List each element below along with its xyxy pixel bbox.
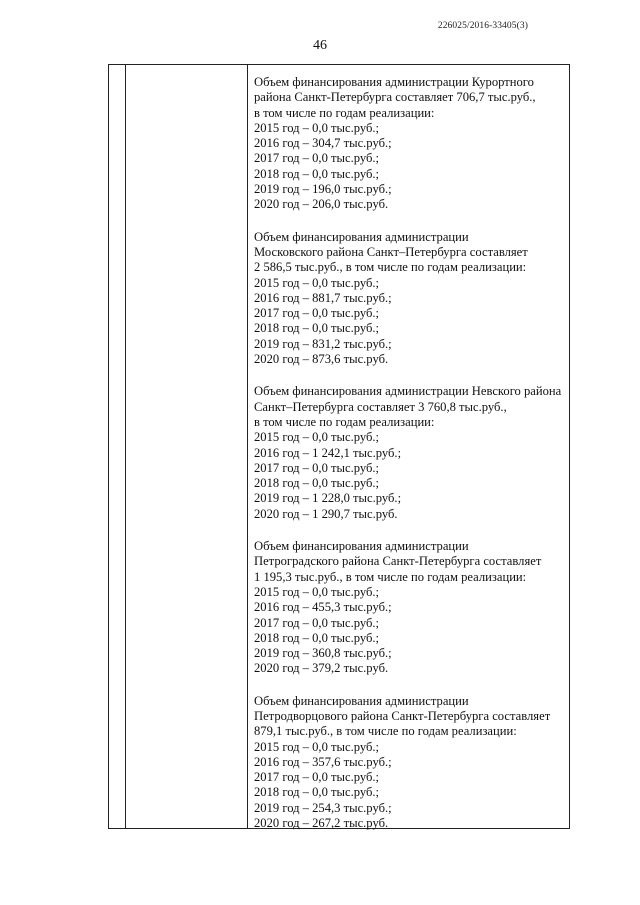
block-intro-line: 1 195,3 тыс.руб., в том числе по годам реализации:: [254, 569, 527, 584]
block-intro-line: Санкт–Петербурга составляет 3 760,8 тыс.руб.,: [254, 399, 507, 414]
year-line: 2017 год – 0,0 тыс.руб.;: [254, 460, 380, 475]
column-divider-2: [247, 65, 248, 828]
block-intro-line: 2 586,5 тыс.руб., в том числе по годам реализации:: [254, 260, 527, 275]
year-line: 2018 год – 0,0 тыс.руб.;: [254, 166, 380, 181]
year-line: 2016 год – 881,7 тыс.руб.;: [254, 290, 392, 305]
year-line: 2020 год – 1 290,7 тыс.руб.: [254, 506, 398, 521]
year-line: 2019 год – 196,0 тыс.руб.;: [254, 182, 392, 197]
page-number: 46: [313, 38, 327, 53]
block-intro-line: района Санкт-Петербурга составляет 706,7 тыс.руб.,: [254, 90, 536, 105]
funding-block-nevsky: [254, 384, 566, 522]
year-line: 2018 год – 0,0 тыс.руб.;: [254, 321, 380, 336]
year-line: 2015 год – 0,0 тыс.руб.;: [254, 584, 380, 599]
block-intro-line: Объем финансирования администрации: [254, 229, 469, 244]
document-id: 226025/2016-33405(3): [437, 21, 528, 31]
block-intro-line: Петродворцового района Санкт-Петербурга составляет: [254, 708, 551, 723]
funding-block-petrodvortsovy: [254, 694, 566, 832]
block-intro-line: Объем финансирования администрации: [254, 539, 469, 554]
year-line: 2018 год – 0,0 тыс.руб.;: [254, 476, 380, 491]
year-line: 2017 год – 0,0 тыс.руб.;: [254, 151, 380, 166]
year-line: 2020 год – 379,2 тыс.руб.: [254, 661, 389, 676]
year-line: 2017 год – 0,0 тыс.руб.;: [254, 770, 380, 785]
block-intro-line: Объем финансирования администрации: [254, 693, 469, 708]
year-line: 2019 год – 254,3 тыс.руб.;: [254, 800, 392, 815]
funding-block-petrogradsky: [254, 539, 566, 677]
year-line: 2018 год – 0,0 тыс.руб.;: [254, 630, 380, 645]
year-line: 2015 год – 0,0 тыс.руб.;: [254, 739, 380, 754]
year-line: 2016 год – 1 242,1 тыс.руб.;: [254, 445, 402, 460]
block-intro-line: в том числе по годам реализации:: [254, 105, 435, 120]
year-line: 2015 год – 0,0 тыс.руб.;: [254, 430, 380, 445]
block-intro-line: Объем финансирования администрации Невского района: [254, 384, 562, 399]
block-intro-line: Петроградского района Санкт-Петербурга составляет: [254, 554, 542, 569]
funding-block-moskovsky: [254, 230, 566, 368]
year-line: 2017 год – 0,0 тыс.руб.;: [254, 615, 380, 630]
block-intro-line: 879,1 тыс.руб., в том числе по годам реализации:: [254, 724, 517, 739]
year-line: 2019 год – 1 228,0 тыс.руб.;: [254, 491, 402, 506]
year-line: 2020 год – 206,0 тыс.руб.: [254, 197, 389, 212]
content-table: [108, 64, 570, 829]
year-line: 2020 год – 873,6 тыс.руб.: [254, 352, 389, 367]
column-divider-1: [125, 65, 126, 828]
year-line: 2016 год – 304,7 тыс.руб.;: [254, 136, 392, 151]
year-line: 2017 год – 0,0 тыс.руб.;: [254, 306, 380, 321]
funding-block-kurortny: [254, 75, 566, 213]
funding-text-cell: [254, 75, 566, 848]
block-intro-line: Московского района Санкт–Петербурга составляет: [254, 244, 528, 259]
year-line: 2018 год – 0,0 тыс.руб.;: [254, 785, 380, 800]
year-line: 2016 год – 357,6 тыс.руб.;: [254, 754, 392, 769]
block-intro-line: в том числе по годам реализации:: [254, 414, 435, 429]
year-line: 2015 год – 0,0 тыс.руб.;: [254, 120, 380, 135]
block-intro-line: Объем финансирования администрации Курортного: [254, 75, 534, 89]
year-line: 2020 год – 267,2 тыс.руб.: [254, 816, 389, 831]
year-line: 2016 год – 455,3 тыс.руб.;: [254, 600, 392, 615]
year-line: 2019 год – 831,2 тыс.руб.;: [254, 336, 392, 351]
year-line: 2015 год – 0,0 тыс.руб.;: [254, 275, 380, 290]
year-line: 2019 год – 360,8 тыс.руб.;: [254, 646, 392, 661]
